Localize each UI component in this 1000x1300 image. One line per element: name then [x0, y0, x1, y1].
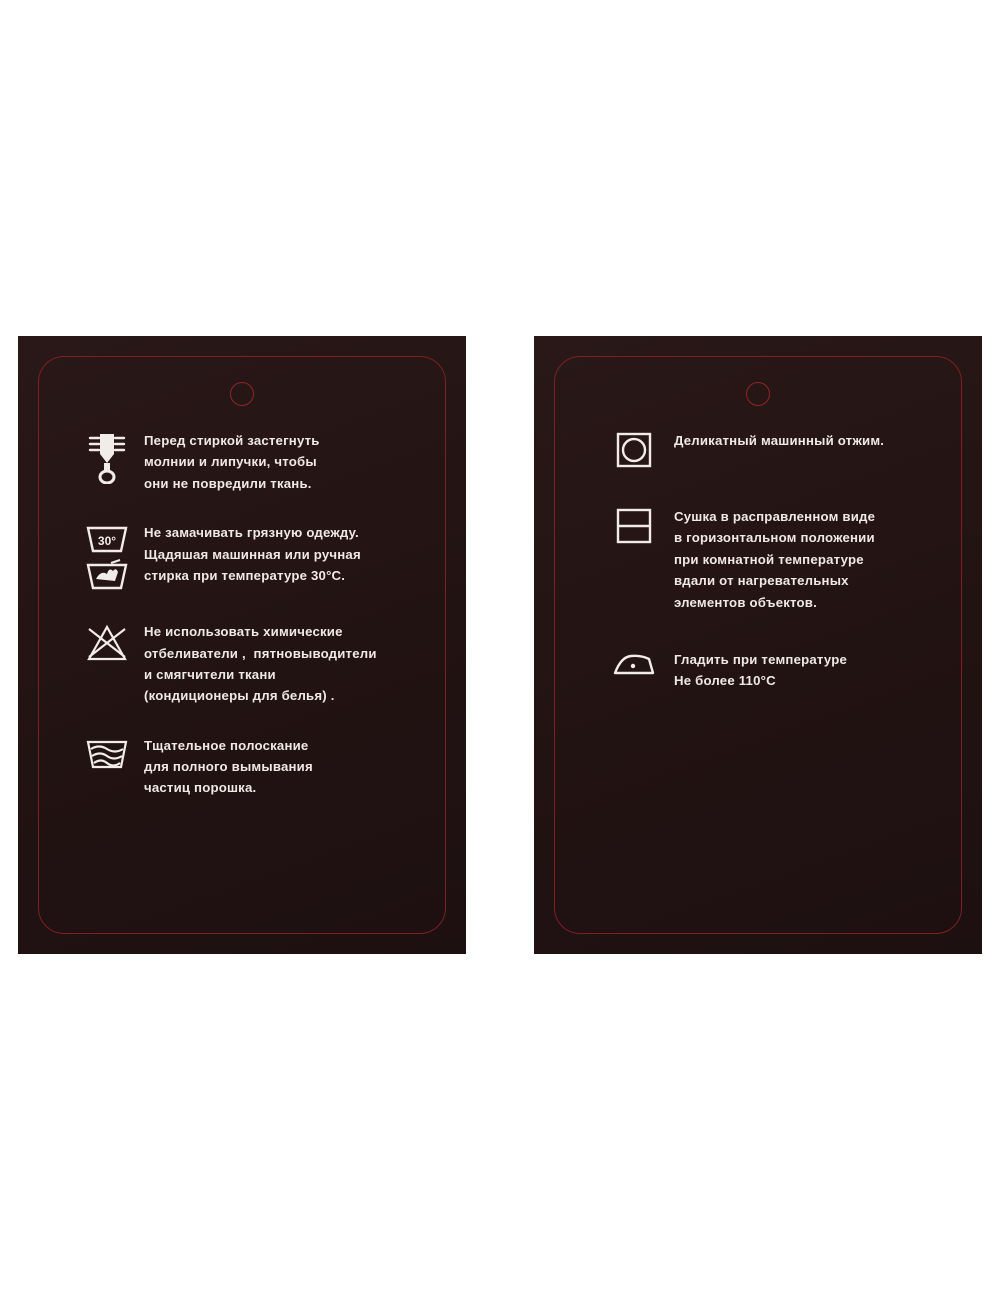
- care-instruction-text: Не замачивать грязную одежду. Щадяшая машинная или ручная стирка при температуре 30°С.: [144, 525, 361, 583]
- rinse-thoroughly-icon: [70, 733, 144, 773]
- do-not-bleach-icon: [70, 619, 144, 665]
- care-instruction-text: Деликатный машинный отжим.: [674, 433, 885, 448]
- care-instruction-row: [594, 428, 958, 470]
- care-instruction-row: [594, 647, 958, 692]
- iron-low-heat-icon: [594, 647, 674, 681]
- care-instruction-text: Гладить при температуре Не более 110°С: [674, 651, 848, 689]
- care-tag-right: [534, 336, 982, 954]
- delicate-spin-icon: [594, 428, 674, 470]
- wash-30-hand-wash-icon: [70, 520, 144, 593]
- care-instruction-row: [70, 428, 432, 494]
- care-instruction-list-left: [70, 428, 432, 825]
- care-instruction-text: Не использовать химические отбеливатели , пятновыводители и смягчители ткани (кондиционеры для белья) .: [144, 624, 377, 704]
- hand-wash-icon: [82, 559, 132, 593]
- care-label-cards: [0, 336, 1000, 956]
- care-instruction-row: [70, 619, 432, 707]
- care-instruction-text: Тщательное полоскание для полного вымывания частиц порошка.: [144, 737, 313, 796]
- care-instruction-row: [70, 733, 432, 799]
- care-tag-left: [18, 336, 466, 954]
- punch-hole-icon: [230, 382, 254, 406]
- zipper-fastener-icon: [70, 428, 144, 484]
- dry-flat-icon: [594, 504, 674, 546]
- punch-hole-icon: [746, 382, 770, 406]
- svg-text:30°: 30°: [97, 534, 117, 549]
- care-instruction-row: [70, 520, 432, 593]
- care-instruction-text: Перед стиркой застегнуть молнии и липучки, чтобы они не повредили ткань.: [144, 433, 320, 491]
- care-instruction-list-right: [594, 428, 958, 726]
- care-instruction-row: [594, 504, 958, 613]
- care-instruction-text: Сушка в расправленном виде в горизонтальном положении при комнатной температуре вдали от нагревательных элементов объектов.: [674, 509, 876, 610]
